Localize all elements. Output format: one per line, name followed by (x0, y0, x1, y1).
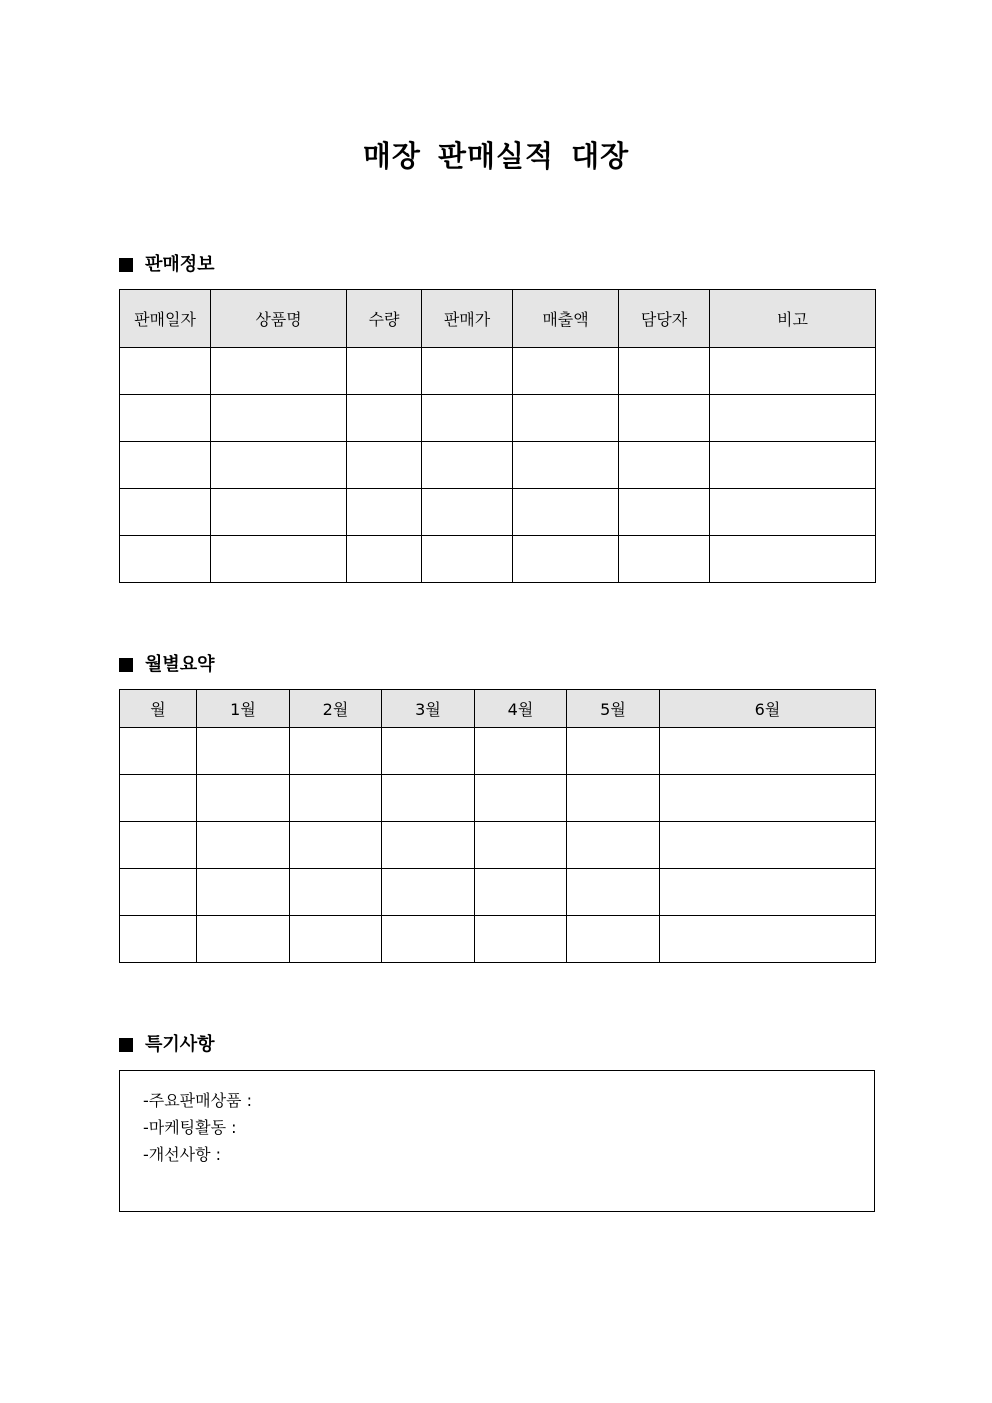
table-cell[interactable] (120, 822, 197, 869)
notes-line-marketing: -마케팅활동 : (143, 1118, 237, 1137)
table-cell[interactable] (347, 395, 422, 442)
notes-line-main-products: -주요판매상품 : (143, 1091, 252, 1110)
table-cell[interactable] (120, 442, 211, 489)
table-cell[interactable] (120, 395, 211, 442)
table-cell[interactable] (422, 395, 513, 442)
table-cell[interactable] (475, 822, 567, 869)
notes-section-heading (119, 1033, 215, 1057)
table-cell[interactable] (211, 489, 347, 536)
table-cell[interactable] (567, 916, 660, 963)
table-row (120, 489, 876, 536)
table-cell[interactable] (619, 395, 710, 442)
table-cell[interactable] (290, 728, 382, 775)
table-cell[interactable] (120, 869, 197, 916)
table-row (120, 728, 876, 775)
notes-line-improvements: -개선사항 : (143, 1145, 222, 1164)
table-row (120, 536, 876, 583)
table-cell[interactable] (347, 489, 422, 536)
table-cell[interactable] (475, 869, 567, 916)
monthly-col-jan: 1월 (197, 690, 290, 728)
table-cell[interactable] (197, 728, 290, 775)
table-cell[interactable] (513, 348, 619, 395)
table-cell[interactable] (660, 916, 876, 963)
sales-col-remarks: 비고 (710, 290, 876, 348)
sales-col-date: 판매일자 (120, 290, 211, 348)
table-cell[interactable] (382, 869, 475, 916)
table-cell[interactable] (710, 348, 876, 395)
table-cell[interactable] (382, 728, 475, 775)
table-cell[interactable] (120, 348, 211, 395)
table-cell[interactable] (422, 348, 513, 395)
sales-col-product: 상품명 (211, 290, 347, 348)
table-cell[interactable] (567, 775, 660, 822)
table-cell[interactable] (211, 536, 347, 583)
sales-col-staff: 담당자 (619, 290, 710, 348)
table-cell[interactable] (290, 775, 382, 822)
table-cell[interactable] (567, 728, 660, 775)
monthly-section-title: 월별요약 (145, 654, 215, 675)
table-row (120, 822, 876, 869)
square-bullet-icon (119, 258, 133, 272)
table-cell[interactable] (211, 442, 347, 489)
table-cell[interactable] (475, 916, 567, 963)
document-title: 매장 판매실적 대장 (362, 139, 630, 173)
table-cell[interactable] (120, 536, 211, 583)
table-cell[interactable] (660, 775, 876, 822)
table-row (120, 348, 876, 395)
monthly-col-apr: 4월 (475, 690, 567, 728)
monthly-col-jun: 6월 (660, 690, 876, 728)
notes-box[interactable] (119, 1070, 875, 1212)
table-cell[interactable] (567, 822, 660, 869)
table-cell[interactable] (382, 822, 475, 869)
table-cell[interactable] (120, 916, 197, 963)
table-row (120, 869, 876, 916)
table-cell[interactable] (513, 536, 619, 583)
table-cell[interactable] (619, 348, 710, 395)
table-row (120, 395, 876, 442)
table-cell[interactable] (347, 536, 422, 583)
sales-table (119, 289, 876, 583)
monthly-col-feb: 2월 (290, 690, 382, 728)
monthly-col-month: 월 (120, 690, 197, 728)
table-cell[interactable] (197, 869, 290, 916)
table-cell[interactable] (382, 916, 475, 963)
table-cell[interactable] (382, 775, 475, 822)
table-cell[interactable] (660, 728, 876, 775)
table-cell[interactable] (513, 395, 619, 442)
table-cell[interactable] (513, 489, 619, 536)
table-cell[interactable] (710, 395, 876, 442)
notes-section-title: 특기사항 (145, 1034, 215, 1055)
table-cell[interactable] (513, 442, 619, 489)
monthly-table (119, 689, 876, 963)
table-row (120, 775, 876, 822)
square-bullet-icon (119, 1038, 133, 1052)
table-cell[interactable] (197, 916, 290, 963)
sales-table-header-row (120, 290, 876, 348)
table-cell[interactable] (422, 536, 513, 583)
table-cell[interactable] (660, 822, 876, 869)
table-row (120, 442, 876, 489)
table-cell[interactable] (710, 442, 876, 489)
sales-section-title: 판매정보 (145, 254, 215, 275)
table-cell[interactable] (197, 822, 290, 869)
table-cell[interactable] (567, 869, 660, 916)
table-cell[interactable] (710, 536, 876, 583)
table-cell[interactable] (422, 442, 513, 489)
table-cell[interactable] (347, 442, 422, 489)
table-cell[interactable] (475, 775, 567, 822)
table-cell[interactable] (347, 348, 422, 395)
table-cell[interactable] (619, 489, 710, 536)
table-cell[interactable] (120, 775, 197, 822)
table-cell[interactable] (120, 489, 211, 536)
monthly-col-mar: 3월 (382, 690, 475, 728)
monthly-col-may: 5월 (567, 690, 660, 728)
table-cell[interactable] (290, 822, 382, 869)
sales-section-heading (119, 253, 215, 277)
monthly-section-heading (119, 653, 215, 677)
table-cell[interactable] (211, 348, 347, 395)
table-cell[interactable] (120, 728, 197, 775)
sales-col-price: 판매가 (422, 290, 513, 348)
table-cell[interactable] (290, 869, 382, 916)
table-cell[interactable] (619, 536, 710, 583)
table-cell[interactable] (290, 916, 382, 963)
sales-col-quantity: 수량 (347, 290, 422, 348)
square-bullet-icon (119, 658, 133, 672)
table-cell[interactable] (619, 442, 710, 489)
table-cell[interactable] (660, 869, 876, 916)
table-cell[interactable] (211, 395, 347, 442)
monthly-table-header-row (120, 690, 876, 728)
table-cell[interactable] (710, 489, 876, 536)
sales-col-revenue: 매출액 (513, 290, 619, 348)
table-cell[interactable] (475, 728, 567, 775)
table-cell[interactable] (197, 775, 290, 822)
table-row (120, 916, 876, 963)
table-cell[interactable] (422, 489, 513, 536)
